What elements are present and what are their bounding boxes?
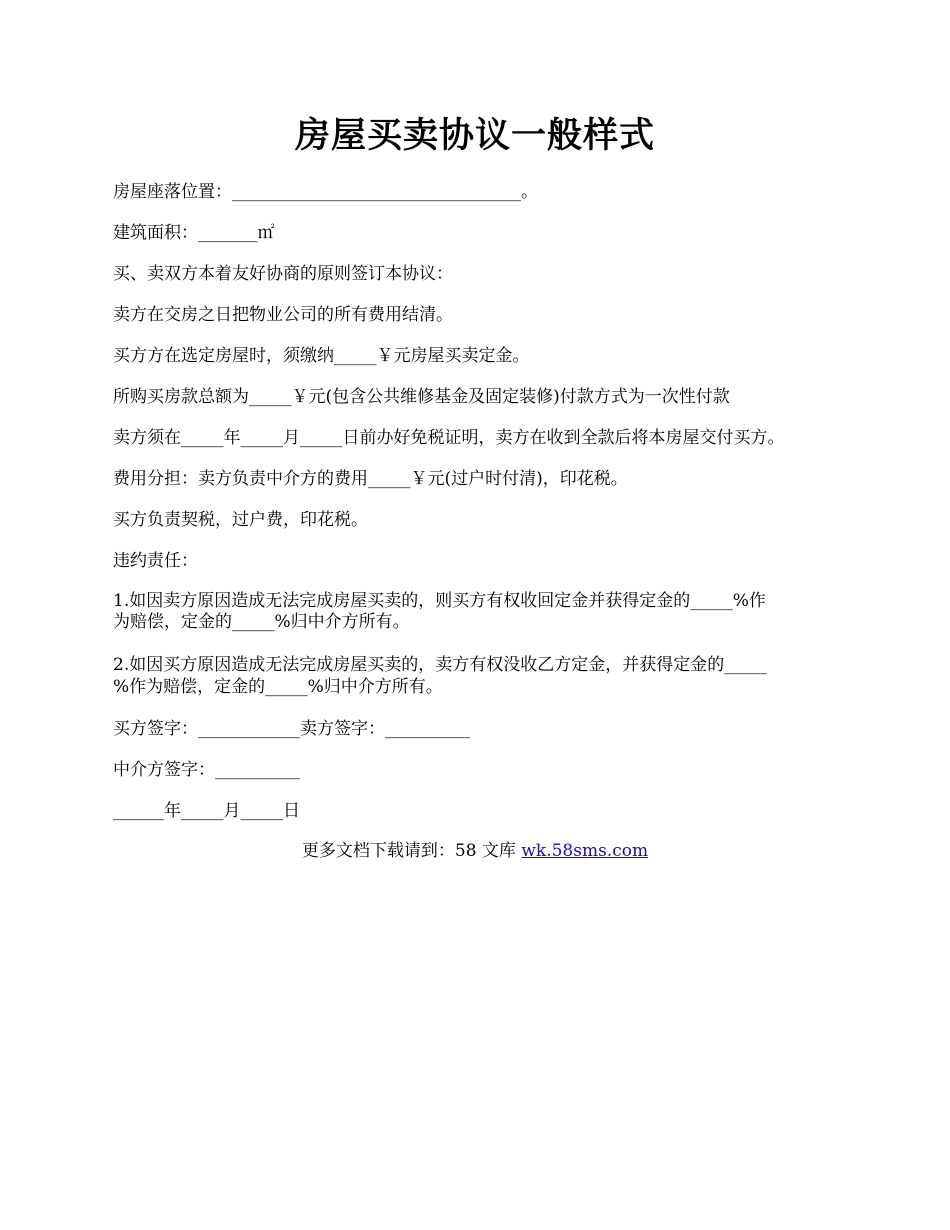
area-line: 建筑面积：_______㎡ (113, 223, 275, 243)
signatures-line: 买方签字：____________卖方签字：__________ (113, 719, 470, 739)
buyer-taxes-line: 买方负责契税，过户费，印花税。 (113, 510, 368, 530)
deposit-line: 买方方在选定房屋时，须缴纳_____￥元房屋买卖定金。 (113, 346, 530, 366)
liability-heading: 违约责任： (113, 551, 198, 571)
agent-signature-line: 中介方签字：__________ (113, 760, 300, 780)
clause-1-line-1: 1.如因卖方原因造成无法完成房屋买卖的，则买方有权收回定金并获得定金的_____%作 (113, 591, 766, 611)
footer (0, 840, 950, 862)
location-line: 房屋座落位置：__________________________________。 (113, 182, 538, 202)
footer-link[interactable]: wk.58sms.com (521, 841, 649, 861)
cost-split-line: 费用分担：卖方负责中介方的费用_____￥元(过户时付清)，印花税。 (113, 469, 628, 489)
clause-2-line-2: %作为赔偿，定金的_____%归中介方所有。 (113, 677, 443, 697)
document-title: 房屋买卖协议一般样式 (294, 115, 655, 156)
tax-cert-line: 卖方须在_____年_____月_____日前办好免税证明，卖方在收到全款后将本房屋交付买方。 (113, 428, 785, 448)
fees-settle-line: 卖方在交房之日把物业公司的所有费用结清。 (113, 305, 453, 325)
total-price-line: 所购买房款总额为_____￥元(包含公共维修基金及固定装修)付款方式为一次性付款 (113, 387, 730, 407)
date-line: ______年_____月_____日 (113, 801, 300, 821)
clause-2-line-1: 2.如因买方原因造成无法完成房屋买卖的，卖方有权没收乙方定金，并获得定金的_____ (113, 655, 767, 675)
clause-1-line-2: 为赔偿，定金的_____%归中介方所有。 (113, 612, 410, 632)
footer-text: 更多文档下载请到：58 文库 (301, 841, 522, 861)
intro-line: 买、卖双方本着友好协商的原则签订本协议： (113, 264, 453, 284)
